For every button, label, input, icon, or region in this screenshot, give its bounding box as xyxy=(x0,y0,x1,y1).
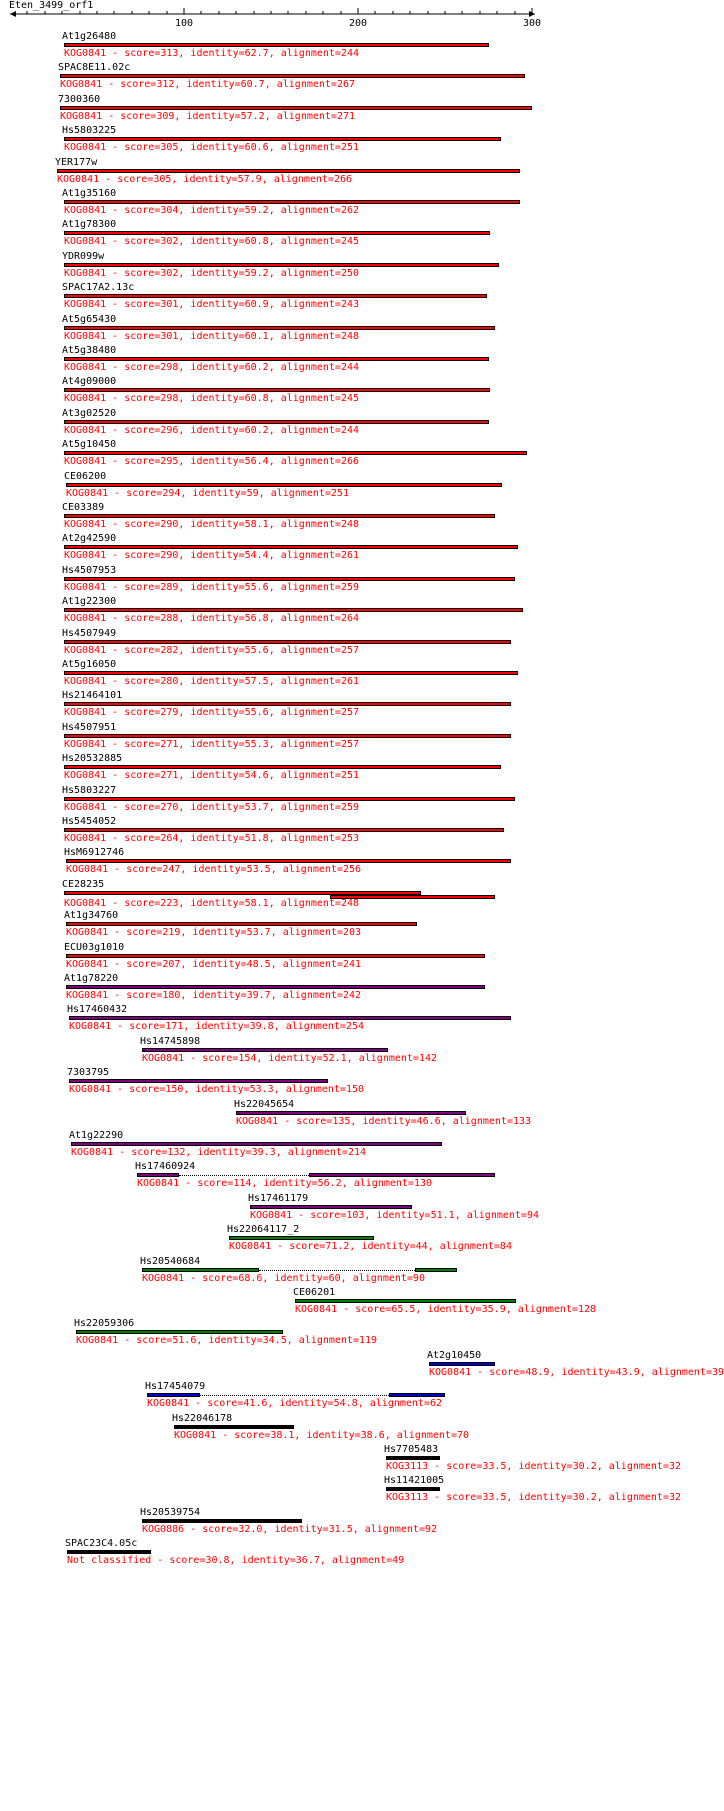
hit-bar[interactable] xyxy=(66,922,417,926)
hit-bar[interactable] xyxy=(64,640,511,644)
hit-info: KOG0841 - score=135, identity=46.6, alignment=133 xyxy=(236,1115,532,1127)
hit-name[interactable]: Hs7705483 xyxy=(384,1444,439,1455)
hit-name[interactable]: Hs5454052 xyxy=(62,816,117,827)
hit-name[interactable]: Hs20539754 xyxy=(140,1506,201,1518)
hit-info: KOG0841 - score=280, identity=57.5, alignment=261 xyxy=(64,676,360,687)
hit-bar[interactable] xyxy=(66,483,502,487)
hit-info: KOG0841 - score=51.6, identity=34.5, alignment=119 xyxy=(76,1335,378,1347)
hit-bar[interactable] xyxy=(64,326,495,330)
hit-info: KOG0841 - score=309, identity=57.2, alignment=271 xyxy=(60,110,356,122)
query-name: Eten_3499_orf1 xyxy=(9,0,94,11)
hit-bar[interactable] xyxy=(386,1456,440,1460)
hit-info: KOG0841 - score=247, identity=53.5, alignment=256 xyxy=(66,864,362,876)
hit-info: KOG0841 - score=313, identity=62.7, alignment=244 xyxy=(64,48,360,59)
hit-info: KOG0841 - score=270, identity=53.7, alignment=259 xyxy=(64,801,360,813)
hit-info: KOG0841 - score=68.6, identity=60, alignment=90 xyxy=(142,1272,425,1284)
hit-name[interactable]: At2g10450 xyxy=(427,1349,482,1361)
hit-bar[interactable] xyxy=(64,420,489,424)
hit-name[interactable]: SPAC23C4.05c xyxy=(65,1538,138,1550)
hit-name[interactable]: YDR099w xyxy=(62,250,105,262)
hit-info: KOG0841 - score=271, identity=55.3, alignment=257 xyxy=(64,738,360,750)
hit-name[interactable]: Hs17454079 xyxy=(145,1381,206,1393)
hit-bar[interactable] xyxy=(67,1550,151,1554)
hit-info: KOG3113 - score=33.5, identity=30.2, alignment=32 xyxy=(386,1461,682,1472)
hit-name[interactable]: At5g65430 xyxy=(62,313,117,325)
hit-info: KOG0841 - score=132, identity=39.3, alignment=214 xyxy=(71,1147,367,1158)
hit-bar[interactable] xyxy=(389,1393,445,1397)
hit-info: KOG0841 - score=65.5, identity=35.9, alignment=128 xyxy=(295,1304,597,1315)
hit-info: KOG0841 - score=288, identity=56.8, alignment=264 xyxy=(64,613,360,625)
hit-info: KOG0841 - score=38.1, identity=38.6, alignment=70 xyxy=(174,1429,470,1441)
hit-bar[interactable] xyxy=(142,1048,388,1052)
hit-info: KOG0841 - score=294, identity=59, alignment=251 xyxy=(66,487,349,499)
hit-info: KOG0841 - score=305, identity=57.9, alignment=266 xyxy=(57,173,353,185)
hit-name[interactable]: CE03389 xyxy=(62,502,105,513)
hit-info: KOG0841 - score=264, identity=51.8, alignment=253 xyxy=(64,833,360,844)
hit-name[interactable]: CE06200 xyxy=(64,470,107,482)
hit-name[interactable]: At1g22300 xyxy=(62,596,117,608)
hit-info: KOG0841 - score=302, identity=60.8, alignment=245 xyxy=(64,236,360,248)
hit-gap-line xyxy=(259,1270,415,1271)
hit-info: KOG0841 - score=289, identity=55.6, alignment=259 xyxy=(64,581,360,593)
hit-name[interactable]: Hs17460432 xyxy=(67,1004,128,1016)
hit-info: KOG0841 - score=180, identity=39.7, alignment=242 xyxy=(66,990,362,1001)
hit-gap-line xyxy=(200,1395,389,1396)
hit-bar[interactable] xyxy=(64,797,515,801)
hit-info: KOG0841 - score=301, identity=60.9, alignment=243 xyxy=(64,299,360,311)
hit-bar[interactable] xyxy=(64,43,489,47)
hit-name[interactable]: Hs20532885 xyxy=(62,753,123,765)
hit-bar[interactable] xyxy=(429,1362,495,1366)
hit-bar[interactable] xyxy=(64,545,518,549)
hit-bar[interactable] xyxy=(174,1425,294,1429)
hit-name[interactable]: CE28235 xyxy=(62,878,105,890)
hit-bar[interactable] xyxy=(386,1487,440,1491)
hit-bar[interactable] xyxy=(64,137,501,141)
hit-name[interactable]: HsM6912746 xyxy=(64,847,125,859)
hit-bar[interactable] xyxy=(295,1299,516,1303)
hit-name[interactable]: At1g78300 xyxy=(62,219,117,231)
hit-info: KOG0841 - score=302, identity=59.2, alignment=250 xyxy=(64,267,360,279)
hit-info: KOG0841 - score=271, identity=54.6, alignment=251 xyxy=(64,770,360,782)
hit-name[interactable]: Hs22059306 xyxy=(74,1318,135,1330)
hit-name[interactable]: Hs22046178 xyxy=(172,1412,233,1424)
hit-name[interactable]: 7303795 xyxy=(67,1067,110,1079)
hit-name[interactable]: 7300360 xyxy=(58,93,101,105)
hit-name[interactable]: SPAC17A2.13c xyxy=(62,282,135,294)
hit-name[interactable]: YER177w xyxy=(55,156,98,168)
hit-name[interactable]: Hs22064117_2 xyxy=(227,1224,300,1236)
hit-bar[interactable] xyxy=(64,357,489,361)
hit-info: KOG0841 - score=219, identity=53.7, alignment=203 xyxy=(66,927,362,939)
hit-bar[interactable] xyxy=(147,1393,200,1397)
hit-bar[interactable] xyxy=(66,859,511,863)
hit-name[interactable]: Hs11421005 xyxy=(384,1475,445,1487)
hit-name[interactable]: Hs4507953 xyxy=(62,564,117,576)
hit-bar[interactable] xyxy=(69,1079,328,1083)
hit-name[interactable]: At5g38480 xyxy=(62,345,117,356)
hit-bar[interactable] xyxy=(66,954,485,958)
hit-bar[interactable] xyxy=(60,74,525,78)
hit-name[interactable]: Hs14745898 xyxy=(140,1035,201,1047)
hit-info: KOG0841 - score=301, identity=60.1, alignment=248 xyxy=(64,330,360,342)
hit-info: KOG0841 - score=296, identity=60.2, alignment=244 xyxy=(64,424,360,436)
hit-info: KOG0841 - score=312, identity=60.7, alignment=267 xyxy=(60,79,356,91)
hit-name[interactable]: At2g42590 xyxy=(62,533,117,545)
hit-info: KOG0841 - score=295, identity=56.4, alignment=266 xyxy=(64,456,360,468)
hit-bar[interactable] xyxy=(64,577,515,581)
hit-bar[interactable] xyxy=(64,734,511,738)
hit-info: KOG0841 - score=207, identity=48.5, alignment=241 xyxy=(66,958,362,970)
hit-info: KOG0841 - score=114, identity=56.2, alignment=130 xyxy=(137,1178,433,1190)
hit-name[interactable]: CE06201 xyxy=(293,1287,336,1298)
hit-name[interactable]: Hs4507949 xyxy=(62,627,117,639)
hit-info: Not classified - score=30.8, identity=36.7, alignment=49 xyxy=(67,1555,405,1567)
hit-bar[interactable] xyxy=(64,451,527,455)
hit-name[interactable]: At1g34760 xyxy=(64,910,119,922)
hit-bar[interactable] xyxy=(250,1205,412,1209)
hit-bar[interactable] xyxy=(66,985,485,989)
hit-info: KOG0886 - score=32.0, identity=31.5, alignment=92 xyxy=(142,1523,438,1535)
hit-name[interactable]: At1g78220 xyxy=(64,973,119,984)
hit-bar[interactable] xyxy=(415,1268,457,1272)
hit-name[interactable]: Hs17461179 xyxy=(248,1192,309,1204)
hit-bar[interactable] xyxy=(64,294,487,298)
hit-name[interactable]: Hs5803227 xyxy=(62,784,117,796)
ruler-tick-label: 300 xyxy=(522,18,542,29)
hit-bar[interactable] xyxy=(64,702,511,706)
hit-info: KOG0841 - score=282, identity=55.6, alignment=257 xyxy=(64,644,360,656)
hit-bar[interactable] xyxy=(142,1268,259,1272)
hit-info: KOG0841 - score=223, identity=58.1, alignment=248 xyxy=(64,897,360,909)
hit-name[interactable]: SPAC8E11.02c xyxy=(58,62,131,74)
hit-gap-line xyxy=(179,1175,309,1176)
hit-info: KOG0841 - score=71.2, identity=44, alignment=84 xyxy=(229,1241,512,1253)
hit-info: KOG0841 - score=290, identity=54.4, alignment=261 xyxy=(64,550,360,562)
hit-info: KOG0841 - score=103, identity=51.1, alignment=94 xyxy=(250,1209,539,1221)
hit-bar[interactable] xyxy=(57,169,520,173)
hit-bar[interactable] xyxy=(69,1016,511,1020)
ruler-tick-label: 100 xyxy=(174,18,194,29)
hit-info: KOG0841 - score=305, identity=60.6, alignment=251 xyxy=(64,142,360,154)
hit-info: KOG0841 - score=41.6, identity=54.8, alignment=62 xyxy=(147,1398,443,1410)
ruler-tick-label: 200 xyxy=(348,18,368,29)
hit-bar[interactable] xyxy=(236,1111,466,1115)
hit-info: KOG0841 - score=290, identity=58.1, alignment=248 xyxy=(64,519,360,530)
hit-name[interactable]: At3g02520 xyxy=(62,407,117,419)
hit-bar[interactable] xyxy=(64,765,501,769)
hit-info: KOG0841 - score=171, identity=39.8, alignment=254 xyxy=(69,1021,365,1033)
hit-name[interactable]: At5g16050 xyxy=(62,659,117,670)
hit-bar[interactable] xyxy=(142,1519,302,1523)
hit-bar[interactable] xyxy=(60,106,532,110)
hit-name[interactable]: At4g09000 xyxy=(62,376,117,388)
hit-info: KOG0841 - score=150, identity=53.3, alignment=150 xyxy=(69,1084,365,1096)
hit-bar[interactable] xyxy=(137,1173,179,1177)
hit-info: KOG0841 - score=298, identity=60.2, alignment=244 xyxy=(64,362,360,373)
hit-name[interactable]: At5g10450 xyxy=(62,439,117,451)
hit-info: KOG0841 - score=48.9, identity=43.9, alignment=39 xyxy=(429,1366,724,1378)
hit-info: KOG0841 - score=304, identity=59.2, alignment=262 xyxy=(64,205,360,216)
hit-info: KOG3113 - score=33.5, identity=30.2, alignment=32 xyxy=(386,1492,682,1504)
hit-name[interactable]: Hs22045654 xyxy=(234,1098,295,1110)
hit-name[interactable]: Hs4507951 xyxy=(62,721,117,733)
hit-name[interactable]: Hs5803225 xyxy=(62,125,117,137)
hit-bar[interactable] xyxy=(64,263,499,267)
hit-name[interactable]: At1g26480 xyxy=(62,31,117,42)
hit-bar[interactable] xyxy=(64,200,520,204)
hit-bar[interactable] xyxy=(229,1236,374,1240)
hit-bar[interactable] xyxy=(64,231,490,235)
hit-name[interactable]: At1g35160 xyxy=(62,188,117,199)
hit-bar[interactable] xyxy=(309,1173,495,1177)
hit-bar[interactable] xyxy=(71,1142,442,1146)
hit-bar[interactable] xyxy=(64,514,495,518)
hit-bar[interactable] xyxy=(76,1330,283,1334)
hit-bar[interactable] xyxy=(64,388,490,392)
hit-name[interactable]: Hs17460924 xyxy=(135,1161,196,1173)
hit-bar[interactable] xyxy=(64,671,518,675)
hit-name[interactable]: Hs21464101 xyxy=(62,690,123,702)
hit-name[interactable]: At1g22290 xyxy=(69,1130,124,1141)
hit-info: KOG0841 - score=279, identity=55.6, alignment=257 xyxy=(64,707,360,719)
hit-info: KOG0841 - score=154, identity=52.1, alignment=142 xyxy=(142,1052,438,1064)
hit-info: KOG0841 - score=298, identity=60.8, alignment=245 xyxy=(64,393,360,405)
hit-bar[interactable] xyxy=(64,608,523,612)
hit-name[interactable]: Hs20540684 xyxy=(140,1255,201,1267)
hit-name[interactable]: ECU03g1010 xyxy=(64,941,125,953)
hit-bar[interactable] xyxy=(64,828,504,832)
